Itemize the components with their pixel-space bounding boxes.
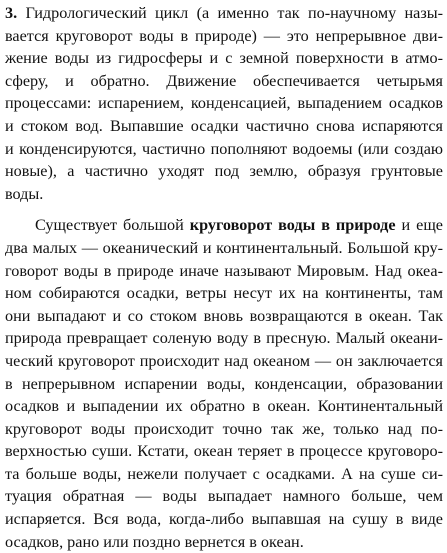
- item-number: 3.: [5, 4, 18, 22]
- text-line: туация обратная — воды выпадает намного больше, чем: [5, 487, 443, 506]
- paragraph-hydrological-cycle: [5, 2, 443, 205]
- text-span: Существует большой: [35, 216, 190, 235]
- paragraph-water-cycle: [5, 214, 443, 553]
- text-line: и стоком вод. Выпавшие осадки частично снова испаряются: [5, 116, 443, 135]
- text-line: верхностью суши. Кстати, океан теряет в процессе круговоро-: [5, 442, 443, 461]
- text-line: испаряется. Вся вода, когда-либо выпавшая на сушу в виде: [5, 510, 443, 529]
- text-line: воды.: [5, 184, 44, 203]
- text-line: они выпадают и со стоком вновь возвращаются в океан. Так: [5, 306, 443, 325]
- text-line: ном собираются осадки, ветры несут их на континенты, там: [5, 284, 443, 303]
- text-line: круговорот воды происходит точно так же, только над по-: [5, 419, 443, 438]
- text-line: осадков, рано или поздно вернется в океан.: [5, 532, 304, 551]
- text-line: говорот воды в природе иначе называют Мировым. Над океа-: [5, 261, 443, 280]
- text-line: в непрерывном испарении воды, конденсации, образовании: [5, 374, 443, 393]
- document-page: [5, 2, 443, 553]
- text-span: и еще: [395, 216, 443, 235]
- text-line: жение воды из гидросферы и с земной поверхности в атмо-: [5, 49, 443, 68]
- paragraph-gap: [5, 205, 443, 214]
- text-line: вается круговорот воды в природе) — это непрерывное дви-: [5, 26, 443, 45]
- text-span: Гидрологический цикл (а именно так по-научному назы-: [17, 4, 443, 22]
- text-line: два малых — океанический и континентальный. Большой кру-: [5, 238, 443, 257]
- text-line: и конденсируются, частично пополняют водоемы (или создаю: [5, 139, 443, 158]
- text-line: сферу, и обратно. Движение обеспечивается четырьмя: [5, 71, 443, 90]
- text-line: та больше воды, нежели получает с осадками. А на суше си-: [5, 464, 443, 483]
- text-line: [5, 2, 443, 25]
- text-line: природа превращает соленую воду в пресную. Малый океани-: [5, 329, 443, 348]
- text-line: новые), а частично уходят под землю, образуя грунтовые: [5, 162, 443, 181]
- text-line: осадков и выпадении их обратно в океан. Континентальный: [5, 397, 443, 416]
- text-line: [5, 214, 443, 237]
- bold-term: круговорот воды в природе: [189, 216, 396, 235]
- text-line: процессами: испарением, конденсацией, выпадением осадков: [5, 94, 443, 113]
- text-line: ческий круговорот происходит над океаном — он заключается: [5, 351, 443, 370]
